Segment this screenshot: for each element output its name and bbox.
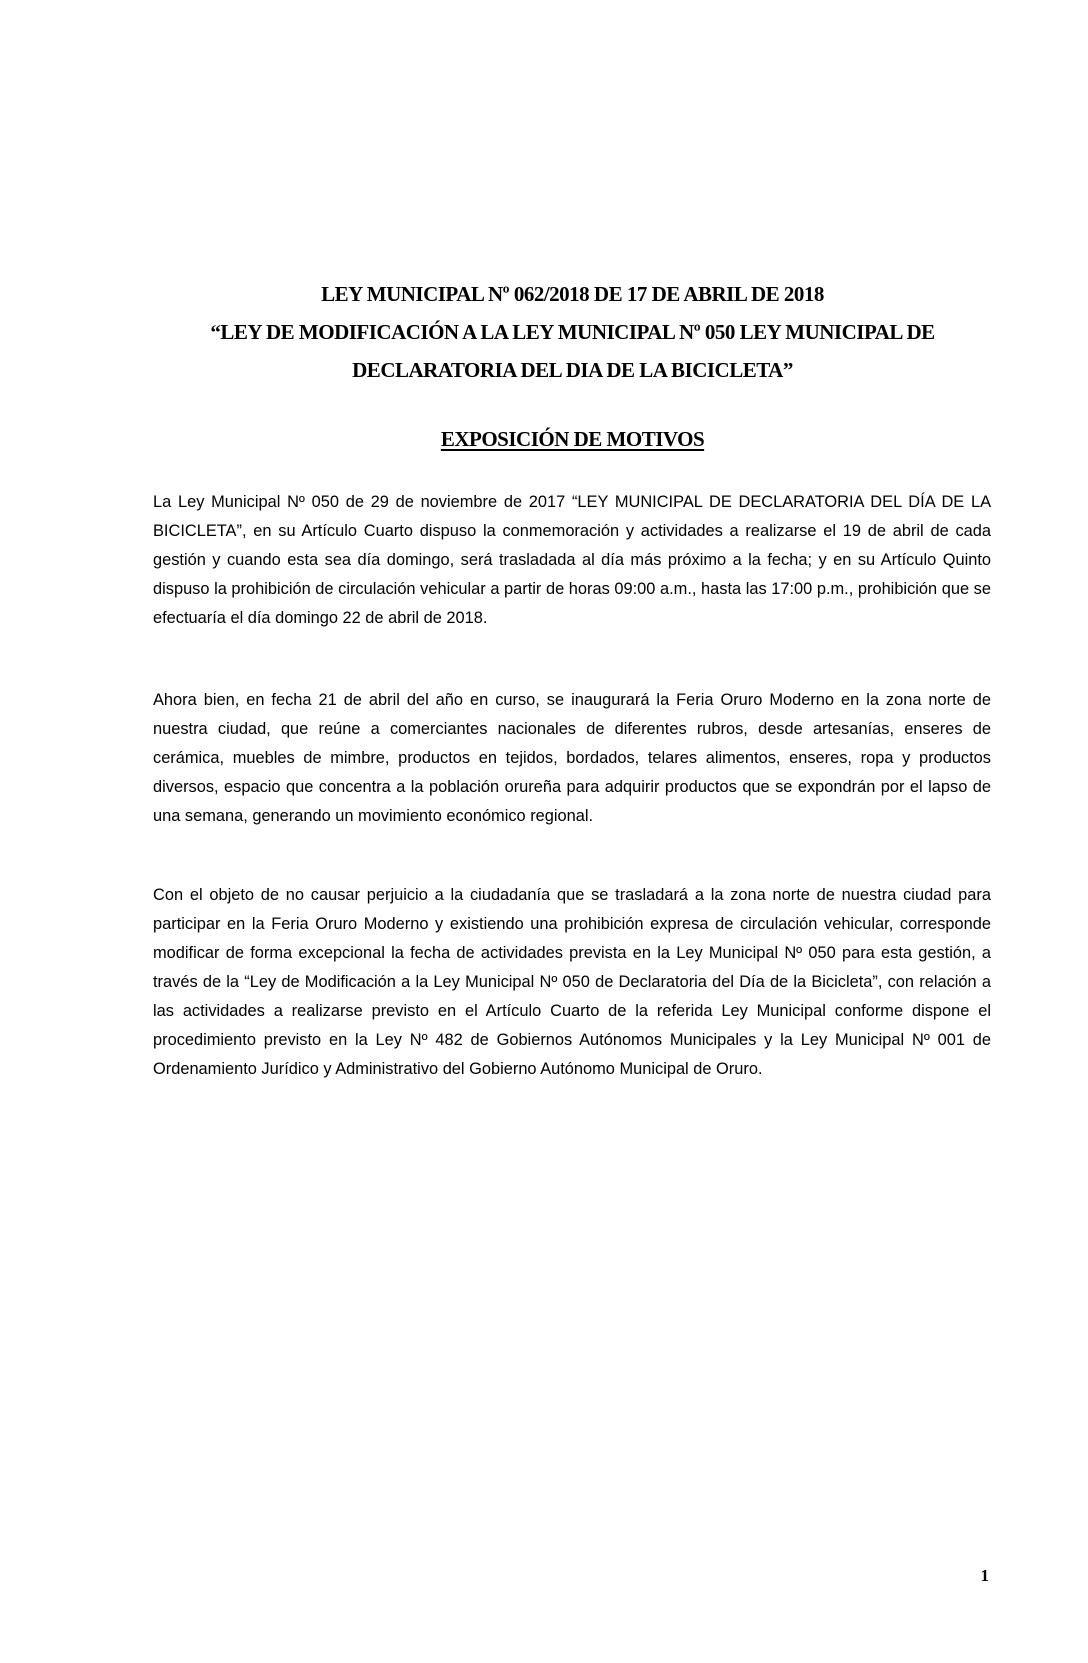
heading-line-1: LEY MUNICIPAL Nº 062/2018 DE 17 DE ABRIL DE 2018 — [321, 282, 824, 306]
heading-line-3: DECLARATORIA DEL DIA DE LA BICICLETA” — [352, 358, 793, 382]
section-title-text: EXPOSICIÓN DE MOTIVOS — [440, 427, 705, 451]
heading-line-2: “LEY DE MODIFICACIÓN A LA LEY MUNICIPAL Nº 050 LEY MUNICIPAL DE — [210, 320, 935, 344]
paragraph-1: La Ley Municipal Nº 050 de 29 de noviembre de 2017 “LEY MUNICIPAL DE DECLARATORIA DEL DÍA DE LA BICICLETA”, en su Artículo Cuarto dispuso la conmemoración y actividades a realizarse el 19 de abril de cada gestión y cuando esta sea día domingo, será trasladada al día más próximo a la fecha; y en su Artículo Quinto dispuso la prohibición de circulación vehicular a partir de horas 09:00 a.m., hasta las 17:00 p.m., prohibición que se efectuaría el día domingo 22 de abril de 2018. — [153, 493, 991, 627]
paragraph-3: Con el objeto de no causar perjuicio a la ciudadanía que se trasladará a la zona norte de nuestra ciudad para participar en la Feria Oruro Moderno y existiendo una prohibición expresa de circulación vehicular, corresponde modificar de forma excepcional la fecha de actividades prevista en la Ley Municipal Nº 050 para esta gestión, a través de la “Ley de Modificación a la Ley Municipal Nº 050 de Declaratoria del Día de la Bicicleta”, con relación a las actividades a realizarse previsto en el Artículo Cuarto de la referida Ley Municipal conforme dispone el procedimiento previsto en la Ley Nº 482 de Gobiernos Autónomos Municipales y la Ley Municipal Nº 001 de Ordenamiento Jurídico y Administrativo del Gobierno Autónomo Municipal de Oruro. — [153, 886, 991, 1078]
paragraph-2: Ahora bien, en fecha 21 de abril del año en curso, se inaugurará la Feria Oruro Moderno en la zona norte de nuestra ciudad, que reúne a comerciantes nacionales de diferentes rubros, desde artesanías, enseres de cerámica, muebles de mimbre, productos en tejidos, bordados, telares alimentos, enseres, ropa y productos diversos, espacio que concentra a la población orureña para adquirir productos que se expondrán por el lapso de una semana, generando un movimiento económico regional. — [153, 691, 991, 825]
document-heading — [150, 275, 995, 389]
section-title — [150, 424, 995, 454]
page-number: 1 — [980, 1566, 989, 1585]
